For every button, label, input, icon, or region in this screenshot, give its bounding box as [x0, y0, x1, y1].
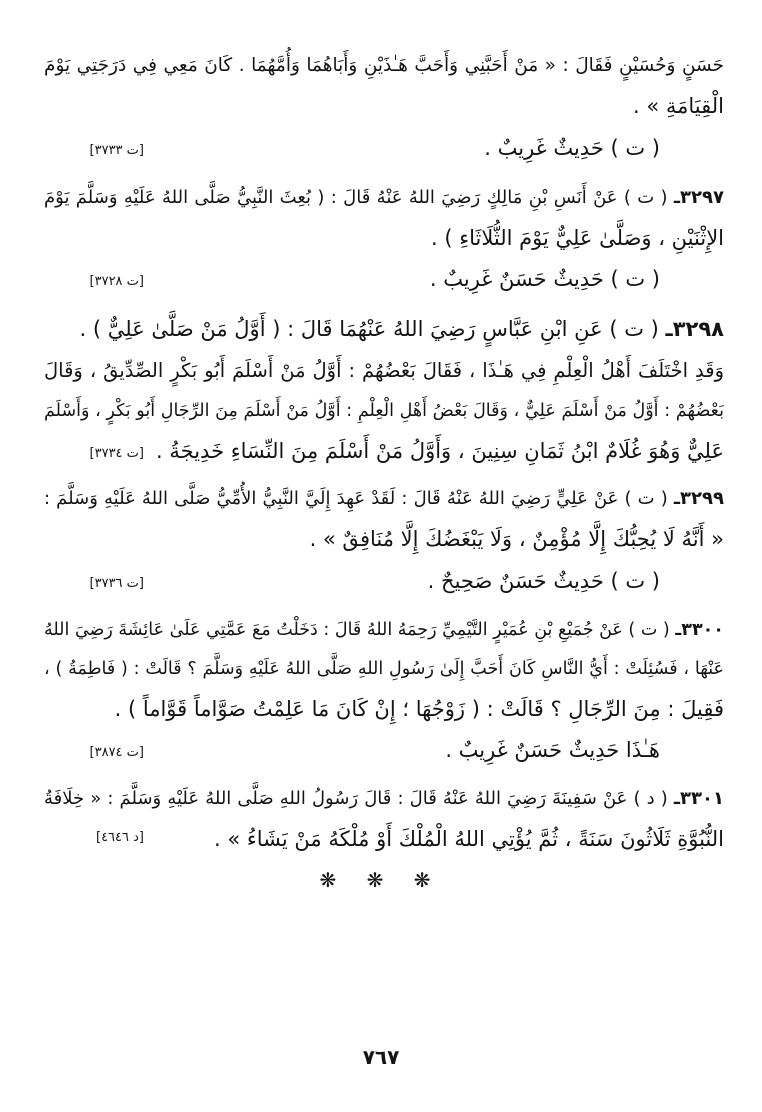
intro-line-1: حَسَنٍ وَحُسَيْنٍ فَقَالَ : « مَنْ أَحَبَّنِي وَأَحَبَّ هَـٰذَيْنِ وَأَبَاهُمَا وَأُمَّهُمَا . كَانَ مَعِي فِي دَرَجَتِي يَوْمَ [44, 55, 724, 76]
hadith-3301-text: ( د ) عَنْ سَفِينَةَ رَضِيَ اللهُ عَنْهُ قَالَ : قَالَ رَسُولُ اللهِ صَلَّى اللهُ عَلَيْهِ وَسَلَّمَ : « خِلَافَةُ [44, 788, 668, 809]
hadith-3300-number: ٣٣٠٠ـ [675, 620, 724, 640]
hadith-3300-text: ( ت ) عَنْ جُمَيْعِ بْنِ عُمَيْرٍ التَّيْمِيِّ رَحِمَهُ اللهُ قَالَ : دَخَلْتُ مَعَ عَمَّتِي عَلَىٰ عَائِشَةَ رَضِيَ اللهُ [44, 620, 670, 640]
hadith-3298-line-2: وَقَدِ اخْتَلَفَ أَهْلُ الْعِلْمِ فِي هَـٰذَا ، فَقَالَ بَعْضُهُمْ : أَوَّلُ مَنْ أَسْلَمَ أَبُو بَكْرٍ الصِّدِّيقُ ، وَقَالَ [44, 359, 724, 382]
hadith-3298-reference: [ت ٣٧٣٤] [89, 446, 144, 461]
hadith-3298-text: ( ت ) عَنِ ابْنِ عَبَّاسٍ رَضِيَ اللهُ عَنْهُمَا قَالَ : ( أَوَّلُ مَنْ صَلَّىٰ عَلِيٌّ ) . [79, 317, 659, 341]
hadith-3299-grade: ( ت ) حَدِيثٌ حَسَنٌ صَحِيحٌ . [427, 569, 660, 593]
hadith-3299-number: ٣٢٩٩ـ [673, 488, 724, 509]
intro-grade: ( ت ) حَدِيثٌ غَرِيبٌ . [484, 136, 660, 160]
hadith-3301-reference: [د ٤٦٤٦] [95, 830, 144, 845]
section-separator: ❋ ❋ ❋ [319, 868, 443, 892]
hadith-3297-text: ( ت ) عَنْ أَنَسِ بْنِ مَالِكٍ رَضِيَ اللهُ عَنْهُ قَالَ : ( بُعِثَ النَّبِيُّ صَلَّى اللهُ عَلَيْهِ وَسَلَّمَ يَوْمَ [44, 187, 668, 208]
hadith-3299-line-1 [44, 479, 724, 519]
hadith-3298-line-1 [44, 309, 724, 349]
hadith-3299-reference: [ت ٣٧٣٦] [89, 576, 144, 591]
hadith-3298-number: ٣٢٩٨ـ [665, 317, 724, 341]
hadith-3300-line-2: عَنْهَا ، فَسُئِلَتْ : أَيُّ النَّاسِ كَانَ أَحَبَّ إِلَىٰ رَسُولِ اللهِ صَلَّى اللهُ عَلَيْهِ وَسَلَّمَ ؟ قَالَتْ : ( فَاطِمَةُ ) ، [44, 659, 724, 679]
hadith-3301-line-1 [44, 779, 724, 819]
hadith-3297-line-2: الإِثْنَيْنِ ، وَصَلَّىٰ عَلِيٌّ يَوْمَ الثُّلَاثَاءِ ) . [430, 226, 724, 250]
page-number: ٧٦٧ [362, 1045, 400, 1069]
hadith-3297-grade: ( ت ) حَدِيثٌ حَسَنٌ غَرِيبٌ . [429, 267, 660, 291]
hadith-3300-grade: هَـٰذَا حَدِيثٌ حَسَنٌ غَرِيبٌ . [445, 738, 660, 762]
hadith-3301-line-2: النُّبُوَّةِ ثَلَاثُونَ سَنَةً ، ثُمَّ يُؤْتِي اللهُ الْمُلْكَ أَوْ مُلْكَهُ مَنْ يَشَاءُ » . [214, 827, 724, 851]
hadith-3300-line-3: فَقِيلَ : مِنَ الرِّجَالِ ؟ قَالَتْ : ( زَوْجُهَا ؛ إِنْ كَانَ مَا عَلِمْتُ صَوَّاماً قَوَّاماً ) . [114, 697, 724, 721]
hadith-3300-line-1 [44, 610, 724, 650]
hadith-3298-line-3: بَعْضُهُمْ : أَوَّلُ مَنْ أَسْلَمَ عَلِيٌّ ، وَقَالَ بَعْضُ أَهْلِ الْعِلْمِ : أَوَّلُ مَنْ أَسْلَمَ مِنَ الرِّجَالِ أَبُو بَكْرٍ ، وَأَسْلَمَ [44, 401, 724, 421]
hadith-3300-reference: [ت ٣٨٧٤] [89, 745, 144, 760]
hadith-3298-line-4: عَلِيٌّ وَهُوَ غُلَامٌ ابْنُ ثَمَانِ سِنِينَ ، وَأَوَّلُ مَنْ أَسْلَمَ مِنَ النِّسَاءِ خَدِيجَةُ . [156, 439, 724, 463]
hadith-3299-text: ( ت ) عَنْ عَلِيٍّ رَضِيَ اللهُ عَنْهُ قَالَ : لَقَدْ عَهِدَ إِلَيَّ النَّبِيُّ الأُمِّيُّ صَلَّى اللهُ عَلَيْهِ وَسَلَّمَ : [44, 488, 668, 509]
hadith-3301-number: ٣٣٠١ـ [673, 788, 724, 809]
hadith-3297-line-1 [44, 178, 724, 218]
hadith-3297-number: ٣٢٩٧ـ [673, 187, 724, 208]
intro-reference: [ت ٣٧٣٣] [89, 143, 144, 158]
hadith-3297-reference: [ت ٣٧٢٨] [89, 274, 144, 289]
hadith-3299-line-2: « أَنَّهُ لَا يُحِبُّكَ إِلَّا مُؤْمِنٌ ، وَلَا يَبْغَضُكَ إِلَّا مُنَافِقٌ » . [309, 527, 724, 551]
intro-line-2: الْقِيَامَةِ » . [633, 94, 724, 118]
